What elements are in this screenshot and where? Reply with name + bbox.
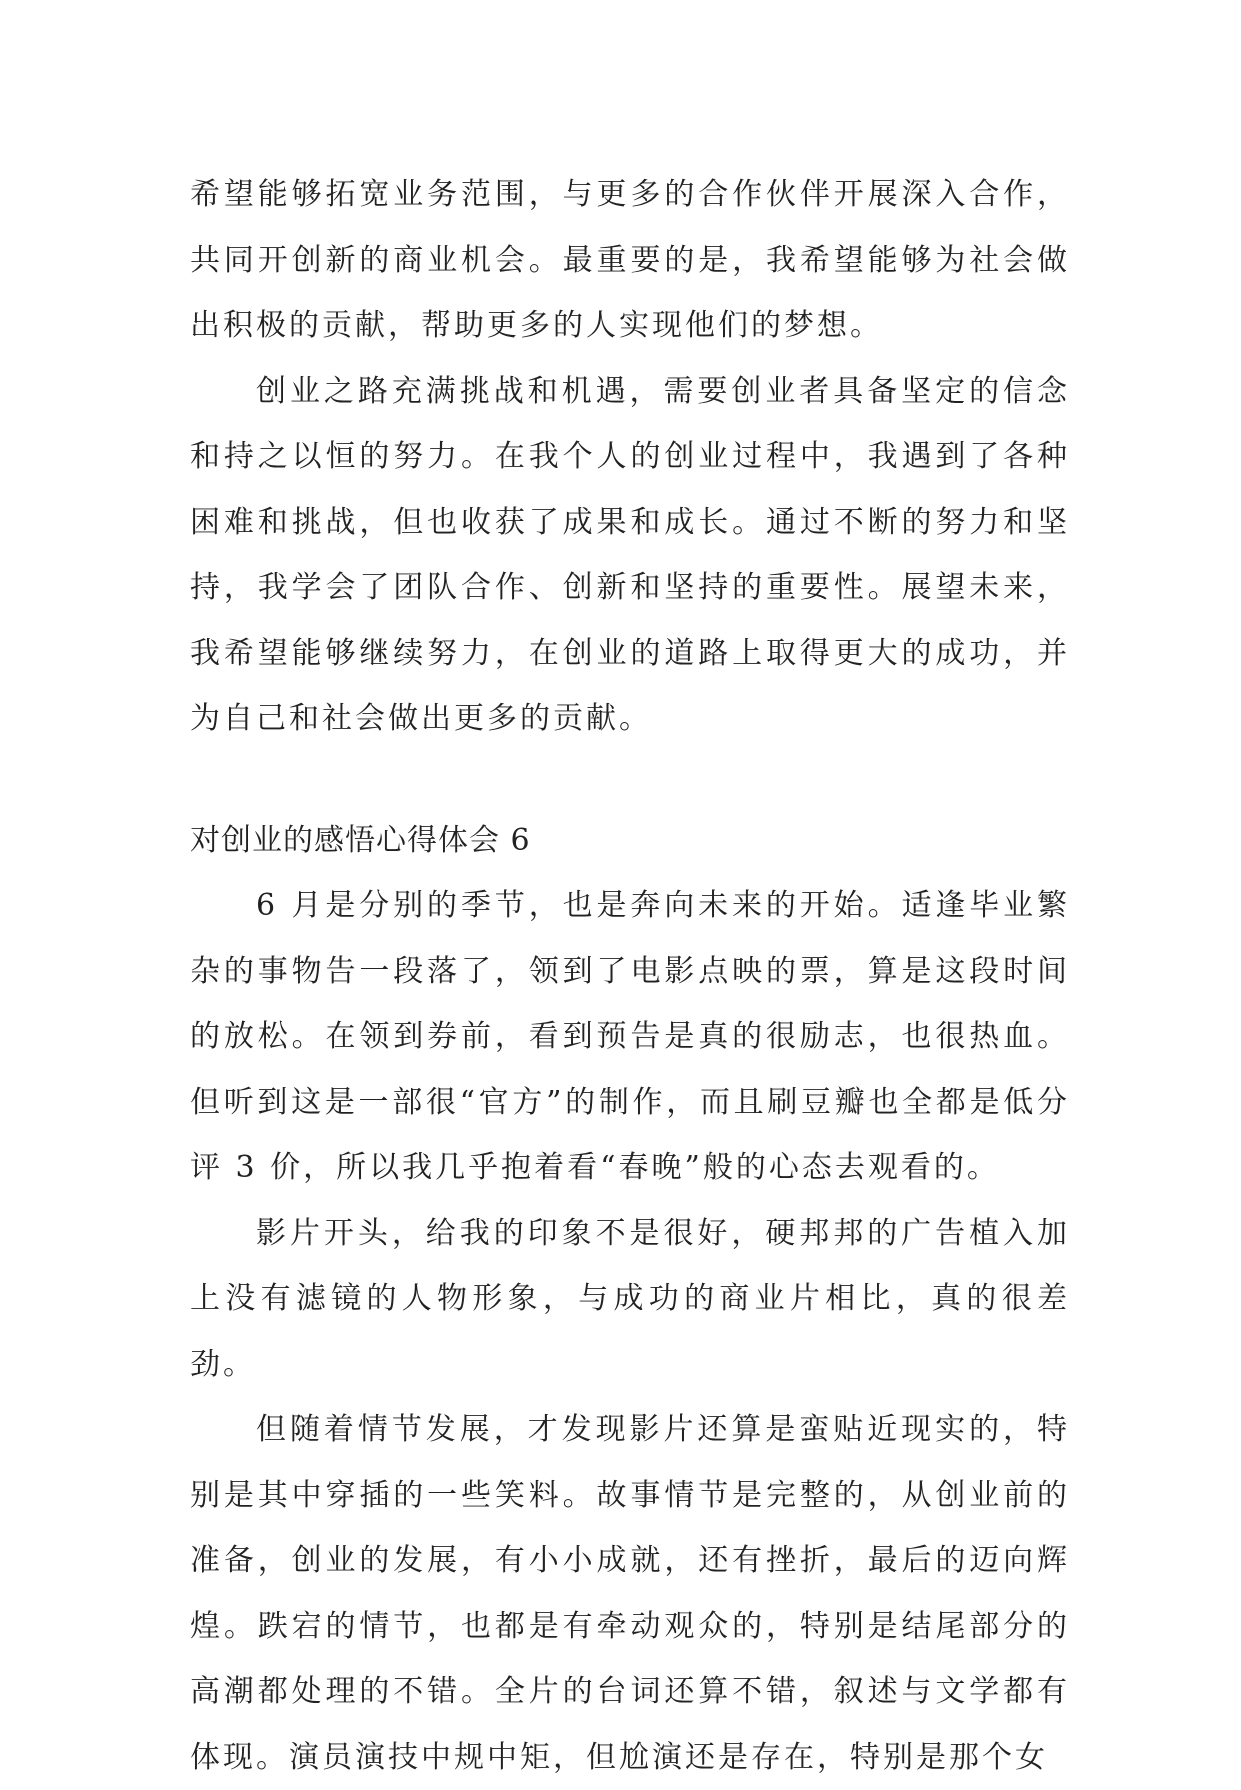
paragraph: 但随着情节发展，才发现影片还算是蛮贴近现实的，特别是其中穿插的一些笑料。故事情节是完整的，从创业前的准备，创业的发展，有小小成就，还有挫折，最后的迈向辉煌。跌宕的情节，也都是有牵动观众的，特别是结尾部分的高潮都处理的不错。全片的台词还算不错，叙述与文学都有体现。演员演技中规中矩，但尬演还是存在，特别是那个女 xyxy=(190,1412,1070,1775)
paragraph: 创业之路充满挑战和机遇，需要创业者具备坚定的信念和持之以恒的努力。在我个人的创业过程中，我遇到了各种困难和挑战，但也收获了成果和成长。通过不断的努力和坚持，我学会了团队合作、创新和坚持的重要性。展望未来，我希望能够继续努力，在创业的道路上取得更大的成功，并为自己和社会做出更多的贡献。 xyxy=(190,373,1070,736)
paragraph: 影片开头，给我的印象不是很好，硬邦邦的广告植入加上没有滤镜的人物形象，与成功的商业片相比，真的很差劲。 xyxy=(190,1215,1070,1382)
section-heading: 对创业的感悟心得体会 6 xyxy=(190,822,531,858)
document-body xyxy=(190,162,1070,1790)
section-spacer xyxy=(190,752,1070,808)
paragraph: 6 月是分别的季节，也是奔向未来的开始。适逢毕业繁杂的事物告一段落了，领到了电影点映的票，算是这段时间的放松。在领到券前，看到预告是真的很励志，也很热血。但听到这是一部很“官方”的制作，而且刷豆瓣也全都是低分评 3 价，所以我几乎抱着看“春晚”般的心态去观看的。 xyxy=(190,888,1070,1185)
paragraph-continuation: 希望能够拓宽业务范围，与更多的合作伙伴开展深入合作，共同开创新的商业机会。最重要的是，我希望能够为社会做出积极的贡献，帮助更多的人实现他们的梦想。 xyxy=(190,177,1070,343)
